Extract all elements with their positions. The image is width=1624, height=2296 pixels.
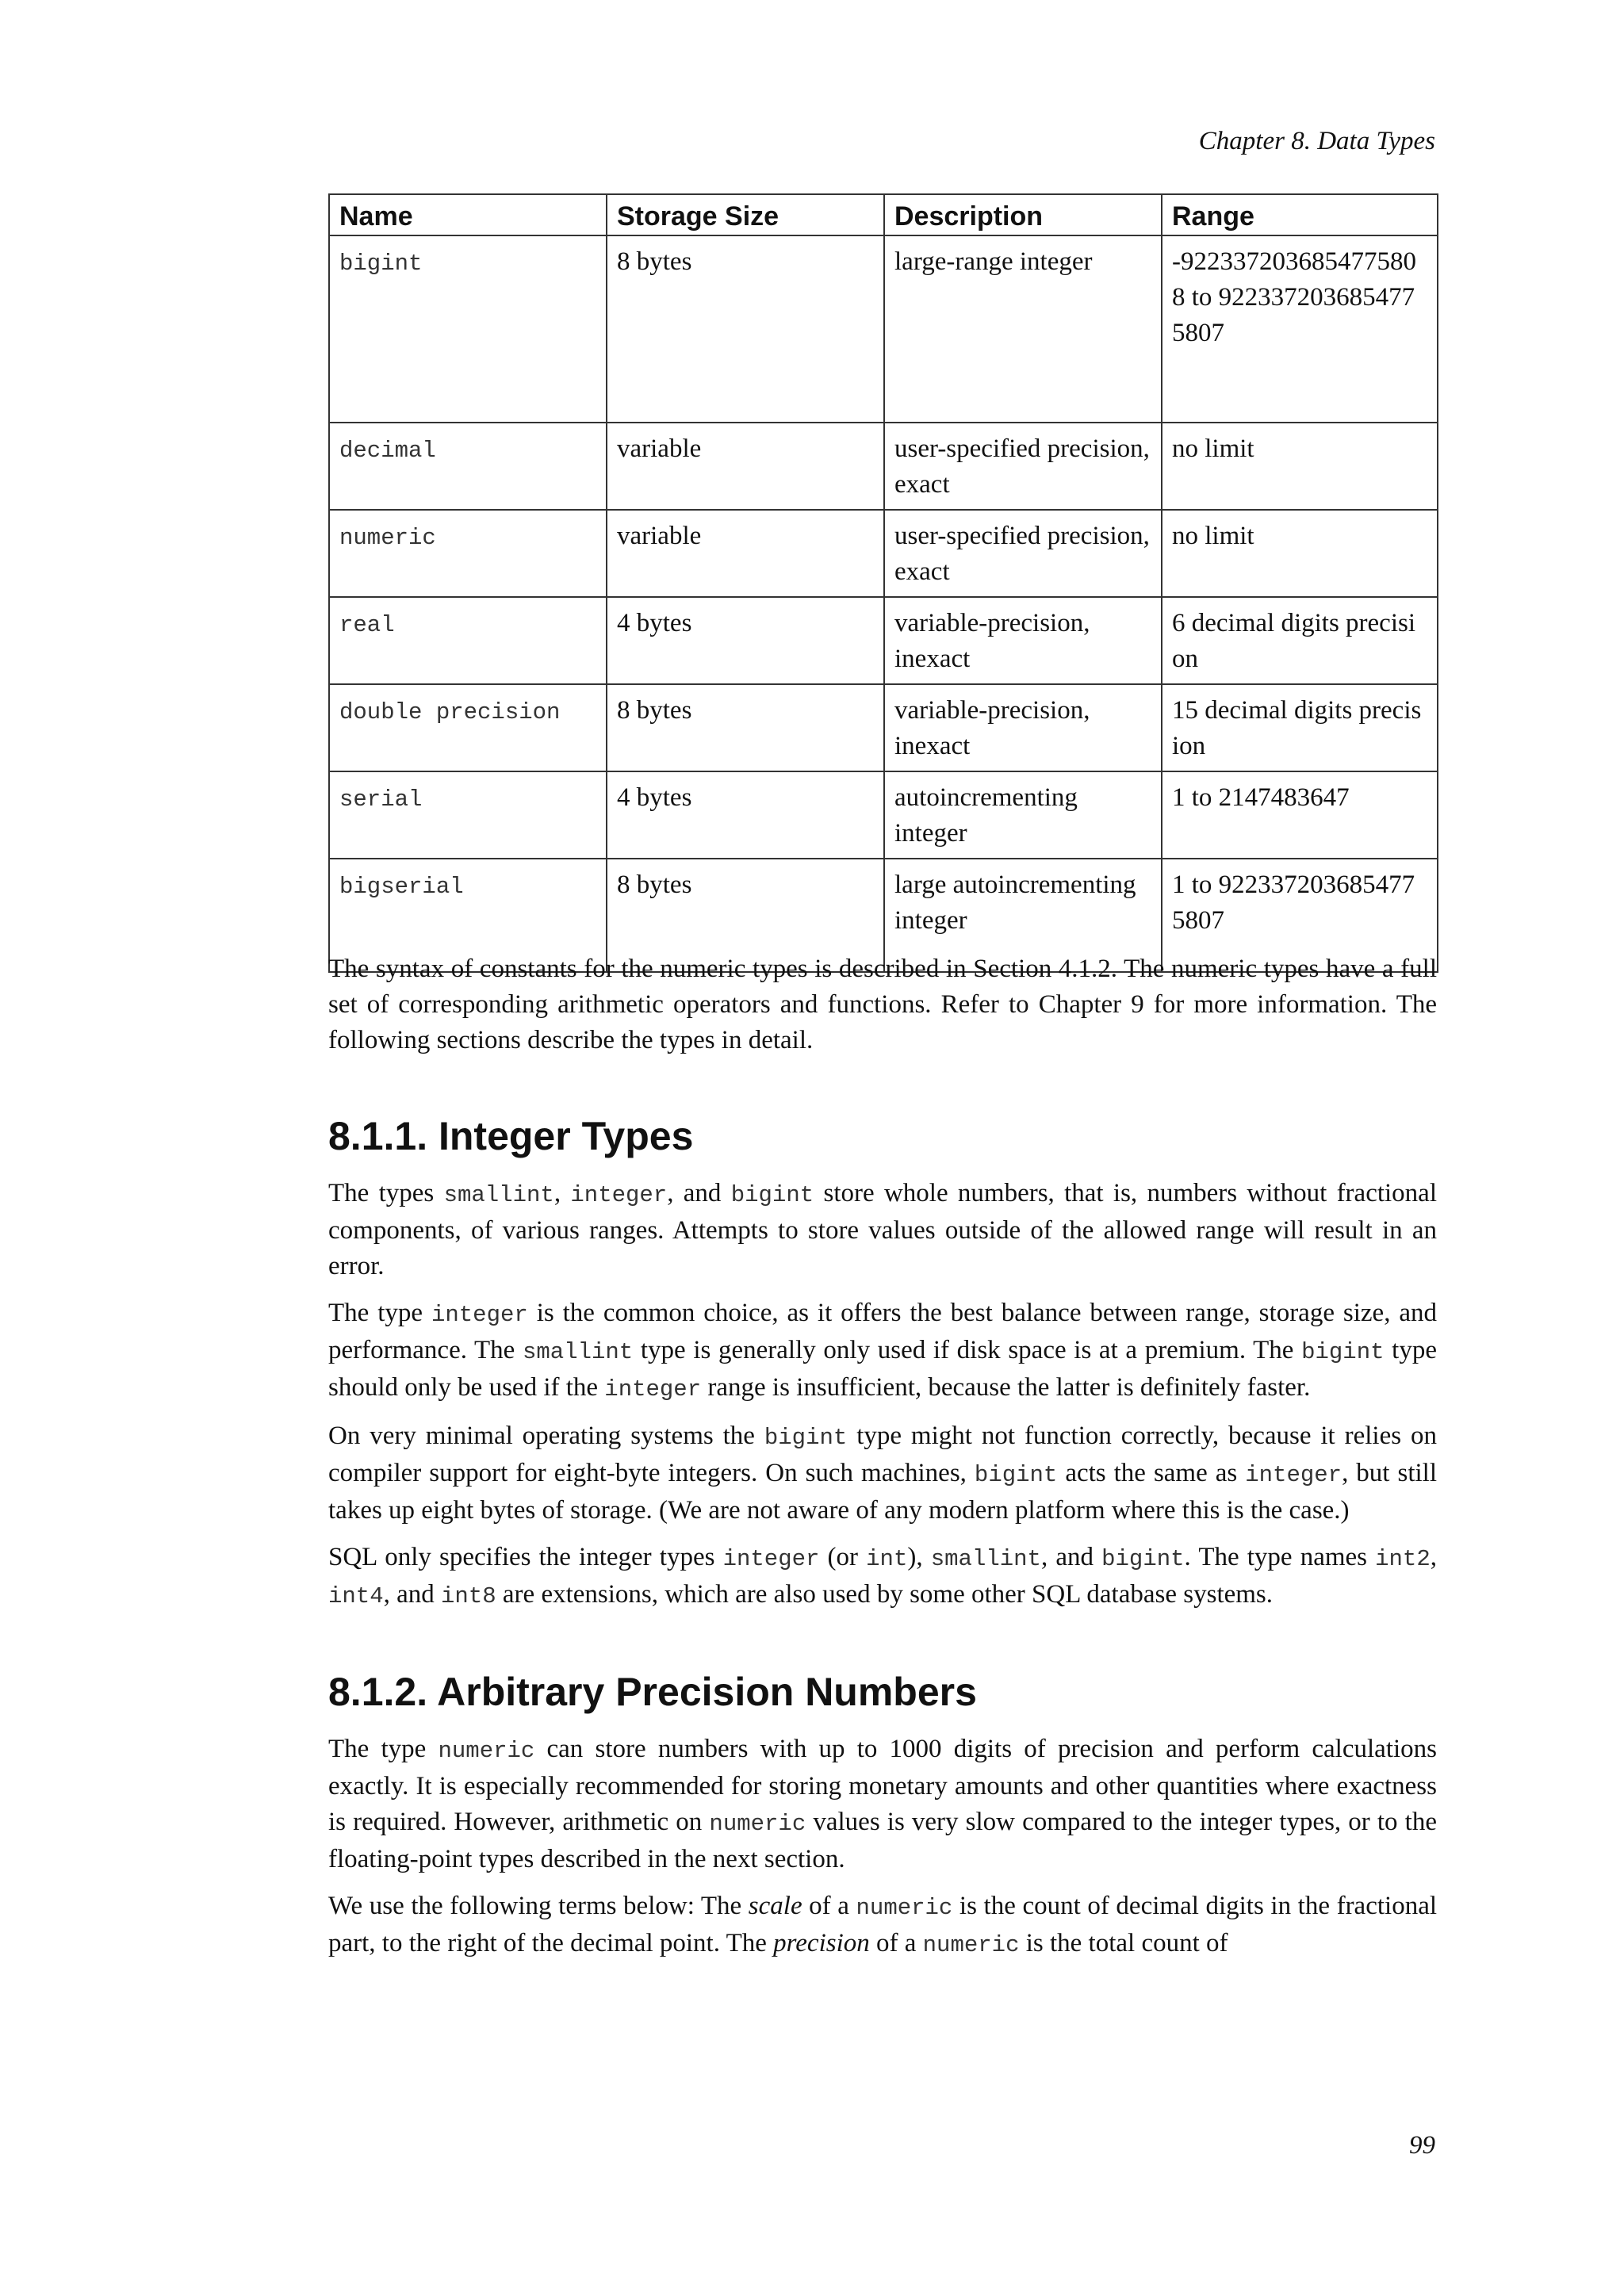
text-run: acts the same as (1057, 1459, 1246, 1487)
inline-code: integer (722, 1546, 820, 1572)
inline-code: numeric (922, 1932, 1020, 1958)
description-cell: autoincrementing integer (884, 771, 1162, 859)
inline-code: smallint (443, 1182, 554, 1208)
table-row (329, 771, 1438, 859)
description-cell: large autoincrementing integer (884, 859, 1162, 972)
section-heading-integer-types: 8.1.1. Integer Types (328, 1114, 694, 1158)
text-run: The types (328, 1179, 444, 1207)
type-name-cell: bigint (329, 235, 607, 423)
inline-code: bigint (764, 1425, 848, 1451)
range-cell: -9223372036854775808 to 9223372036854775807 (1162, 235, 1438, 423)
inline-code: int2 (1375, 1546, 1431, 1572)
range-cell: 15 decimal digits precision (1162, 684, 1438, 771)
storage-size-cell: variable (607, 423, 884, 510)
description-cell: variable-precision, inexact (884, 597, 1162, 684)
text-run: store whole numbers, that is, numbers without fractional components, of various ranges. Attempts to store values outside of the allowed range will result in an error. (328, 1179, 1437, 1280)
type-name-cell: double precision (329, 684, 607, 771)
text-run: is the total count of (1019, 1929, 1228, 1957)
numeric-types-table (328, 193, 1438, 973)
text-run: We use the following terms below: The (328, 1892, 749, 1920)
text-run: type might not function correctly, because it relies on compiler support for eight-byte integers. On such machines, (328, 1422, 1438, 1487)
page-number: 99 (1409, 2131, 1435, 2160)
description-cell: variable-precision, inexact (884, 684, 1162, 771)
storage-size-cell: 4 bytes (607, 771, 884, 859)
paragraph (328, 1888, 1437, 1963)
storage-size-cell: variable (607, 510, 884, 597)
inline-code: int (866, 1546, 908, 1572)
inline-code: bigint (1301, 1339, 1385, 1365)
text-run: , (1430, 1543, 1437, 1571)
text-run: range is insufficient, because the latter is definitely faster. (701, 1373, 1311, 1402)
table-header-row (329, 194, 1438, 235)
text-run: is the count of decimal digits in the fractional part, to the right of the decimal point. The (328, 1892, 1438, 1957)
inline-code: bigint (974, 1462, 1058, 1488)
section-heading-arbitrary-precision: 8.1.2. Arbitrary Precision Numbers (328, 1670, 977, 1714)
inline-code: integer (431, 1302, 528, 1328)
text-run: can store numbers with up to 1000 digits of precision and perform calculations exactly. It is especially recommended for storing monetary amounts and other quantities where exactness is required. However, arithmetic on (328, 1735, 1437, 1836)
range-cell: no limit (1162, 510, 1438, 597)
text-run: of a (869, 1929, 923, 1957)
storage-size-cell: 8 bytes (607, 684, 884, 771)
text-run: type should only be used if the (328, 1336, 1437, 1402)
paragraph (328, 1732, 1437, 1877)
running-header: Chapter 8. Data Types (1198, 127, 1435, 155)
paragraph (328, 1295, 1437, 1407)
page-body (328, 951, 1437, 1974)
range-cell: no limit (1162, 423, 1438, 510)
emphasis: precision (773, 1929, 870, 1957)
intro-paragraph: The syntax of constants for the numeric types is described in Section 4.1.2. The numeric types have a full set of corresponding arithmetic operators and functions. Refer to Chapter 9 for more information. The following sections describe the types in detail. (328, 955, 1437, 1054)
paragraph (328, 1540, 1437, 1614)
type-name-cell: decimal (329, 423, 607, 510)
table-row (329, 510, 1438, 597)
text-run: ), (907, 1543, 931, 1571)
paragraph (328, 1176, 1437, 1284)
description-cell: large-range integer (884, 235, 1162, 423)
inline-code: integer (570, 1182, 668, 1208)
column-header-description: Description (884, 194, 1162, 235)
text-run: (or (819, 1543, 867, 1571)
inline-code: integer (1245, 1462, 1342, 1488)
table-row (329, 423, 1438, 510)
text-run: , but still takes up eight bytes of storage. (We are not aware of any modern platform where this is the case.) (328, 1459, 1437, 1525)
text-run: , and (667, 1179, 731, 1207)
type-name-cell: serial (329, 771, 607, 859)
storage-size-cell: 8 bytes (607, 859, 884, 972)
text-run: , and (1040, 1543, 1102, 1571)
text-run: , (553, 1179, 571, 1207)
text-run: of a (802, 1892, 856, 1920)
text-run: values is very slow compared to the integer types, or to the floating-point types described in the next section. (328, 1808, 1437, 1873)
inline-code: bigint (730, 1182, 814, 1208)
text-run: . The type names (1184, 1543, 1376, 1571)
inline-code: smallint (930, 1546, 1041, 1572)
inline-code: numeric (856, 1895, 953, 1921)
text-run: type is generally only used if disk space is at a premium. The (633, 1336, 1302, 1364)
inline-code: smallint (522, 1339, 634, 1365)
inline-code: int4 (328, 1583, 384, 1609)
inline-code: bigint (1101, 1546, 1185, 1572)
table-row (329, 684, 1438, 771)
text-run: SQL only specifies the integer types (328, 1543, 723, 1571)
description-cell: user-specified precision, exact (884, 510, 1162, 597)
emphasis: scale (748, 1892, 802, 1920)
text-run: is the common choice, as it offers the best balance between range, storage size, and performance. The (328, 1299, 1437, 1364)
column-header-storage-size: Storage Size (607, 194, 884, 235)
text-run: The type (328, 1299, 431, 1327)
description-cell: user-specified precision, exact (884, 423, 1162, 510)
type-name-cell: numeric (329, 510, 607, 597)
inline-code: int8 (441, 1583, 496, 1609)
column-header-name: Name (329, 194, 607, 235)
table-row (329, 235, 1438, 423)
range-cell: 1 to 9223372036854775807 (1162, 859, 1438, 972)
column-header-range: Range (1162, 194, 1438, 235)
table-row (329, 597, 1438, 684)
inline-code: integer (604, 1376, 702, 1402)
text-run: , and (383, 1580, 442, 1609)
storage-size-cell: 8 bytes (607, 235, 884, 423)
type-name-cell: bigserial (329, 859, 607, 972)
text-run: are extensions, which are also used by some other SQL database systems. (496, 1580, 1274, 1609)
storage-size-cell: 4 bytes (607, 597, 884, 684)
text-run: On very minimal operating systems the (328, 1422, 764, 1450)
inline-code: numeric (438, 1738, 535, 1764)
range-cell: 1 to 2147483647 (1162, 771, 1438, 859)
text-run: The type (328, 1735, 439, 1763)
type-name-cell: real (329, 597, 607, 684)
inline-code: numeric (709, 1811, 806, 1837)
paragraph (328, 1418, 1437, 1529)
range-cell: 6 decimal digits precision (1162, 597, 1438, 684)
